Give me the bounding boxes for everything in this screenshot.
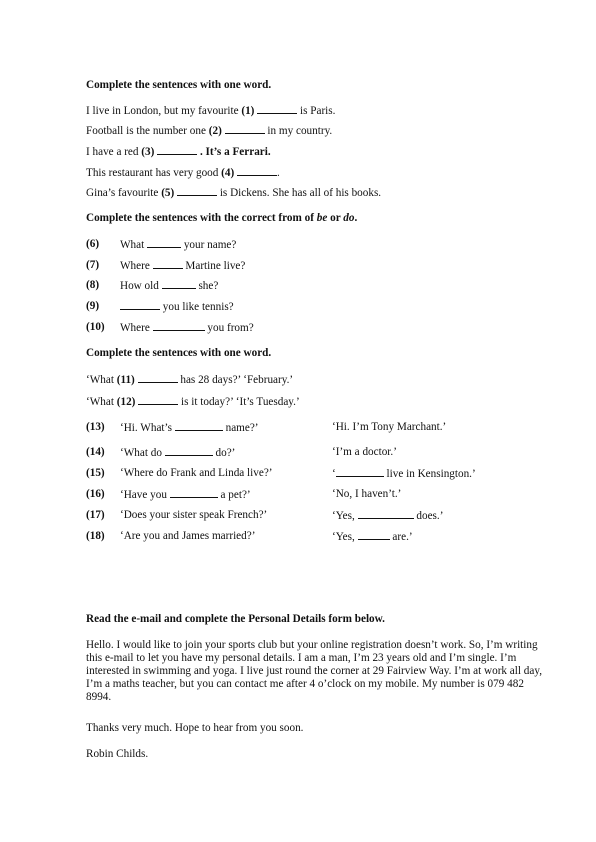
section2-heading: Complete the sentences with the correct from of be or do. — [86, 212, 358, 224]
question-14: ‘What do do?’ — [120, 447, 236, 459]
answer-blank-11[interactable] — [138, 373, 178, 383]
answer-blank-6[interactable] — [147, 238, 181, 248]
item-number-13: (13) — [86, 421, 105, 433]
item-number-17: (17) — [86, 509, 105, 521]
answer-blank-18[interactable] — [358, 530, 390, 540]
answer-blank-5[interactable] — [177, 186, 217, 196]
item-number-14: (14) — [86, 446, 105, 458]
item-number-18: (18) — [86, 530, 105, 542]
answer-blank-12[interactable] — [138, 395, 178, 405]
email-closing: Thanks very much. Hope to hear from you soon. — [86, 722, 304, 734]
reply-18: ‘Yes, are.’ — [332, 531, 413, 543]
item-10: Where you from? — [120, 322, 254, 334]
answer-blank-4[interactable] — [237, 166, 277, 176]
item-number-8: (8) — [86, 279, 100, 291]
answer-blank-17[interactable] — [358, 509, 414, 519]
reply-16: ‘No, I haven’t.’ — [332, 488, 402, 500]
item-number-15: (15) — [86, 467, 105, 479]
question-15: ‘Where do Frank and Linda live?’ — [120, 467, 273, 479]
sentence-1: I live in London, but my favourite (1) is Paris. — [86, 105, 336, 117]
item-9: you like tennis? — [120, 300, 234, 314]
answer-blank-9[interactable] — [120, 300, 160, 310]
section3-heading: Complete the sentences with one word. — [86, 347, 272, 359]
reply-17: ‘Yes, does.’ — [332, 510, 444, 522]
answer-blank-1[interactable] — [257, 104, 297, 114]
reply-15: ‘ live in Kensington.’ — [332, 468, 476, 480]
item-number-6: (6) — [86, 238, 100, 250]
reply-13: ‘Hi. I’m Tony Marchant.’ — [332, 421, 447, 433]
question-17: ‘Does your sister speak French?’ — [120, 509, 268, 521]
answer-blank-13[interactable] — [175, 421, 223, 431]
item-number-16: (16) — [86, 488, 105, 500]
answer-blank-15[interactable] — [336, 467, 384, 477]
sentence-11: ‘What (11) has 28 days?’ ‘February.’ — [86, 374, 294, 386]
sentence-3: I have a red (3) . It’s a Ferrari. — [86, 146, 271, 158]
item-6: What your name? — [120, 239, 237, 251]
email-body: Hello. I would like to join your sports club but your online registration doesn’t work. So, I’m writing this e-mail to let you have my personal details. I am a man, I’m 23 years old and I’m single. I’m interested in swimming and yoga. I live just round the corner at 29 Fairview Way. I’m at work all day, I’m a maths teacher, but you can contact me after 4 o’clock on my mobile. My number is 079 482 8994. — [86, 639, 543, 703]
item-number-9: (9) — [86, 300, 100, 312]
answer-blank-14[interactable] — [165, 446, 213, 456]
answer-blank-8[interactable] — [162, 279, 196, 289]
answer-blank-2[interactable] — [225, 124, 265, 134]
sentence-4: This restaurant has very good (4) . — [86, 167, 280, 179]
sentence-5: Gina’s favourite (5) is Dickens. She has all of his books. — [86, 187, 382, 199]
question-18: ‘Are you and James married?’ — [120, 530, 256, 542]
answer-blank-7[interactable] — [153, 259, 183, 269]
answer-blank-10[interactable] — [153, 321, 205, 331]
question-13: ‘Hi. What’s name?’ — [120, 422, 259, 434]
sentence-2: Football is the number one (2) in my country. — [86, 125, 333, 137]
item-8: How old she? — [120, 280, 219, 292]
section4-heading: Read the e-mail and complete the Personal Details form below. — [86, 613, 385, 625]
item-number-7: (7) — [86, 259, 100, 271]
item-7: Where Martine live? — [120, 260, 246, 272]
question-16: ‘Have you a pet?’ — [120, 489, 251, 501]
sentence-12: ‘What (12) is it today?’ ‘It’s Tuesday.’ — [86, 396, 300, 408]
answer-blank-16[interactable] — [170, 488, 218, 498]
item-number-10: (10) — [86, 321, 105, 333]
section1-heading: Complete the sentences with one word. — [86, 79, 272, 91]
answer-blank-3[interactable] — [157, 145, 197, 155]
reply-14: ‘I’m a doctor.’ — [332, 446, 397, 458]
email-signature: Robin Childs. — [86, 748, 149, 760]
